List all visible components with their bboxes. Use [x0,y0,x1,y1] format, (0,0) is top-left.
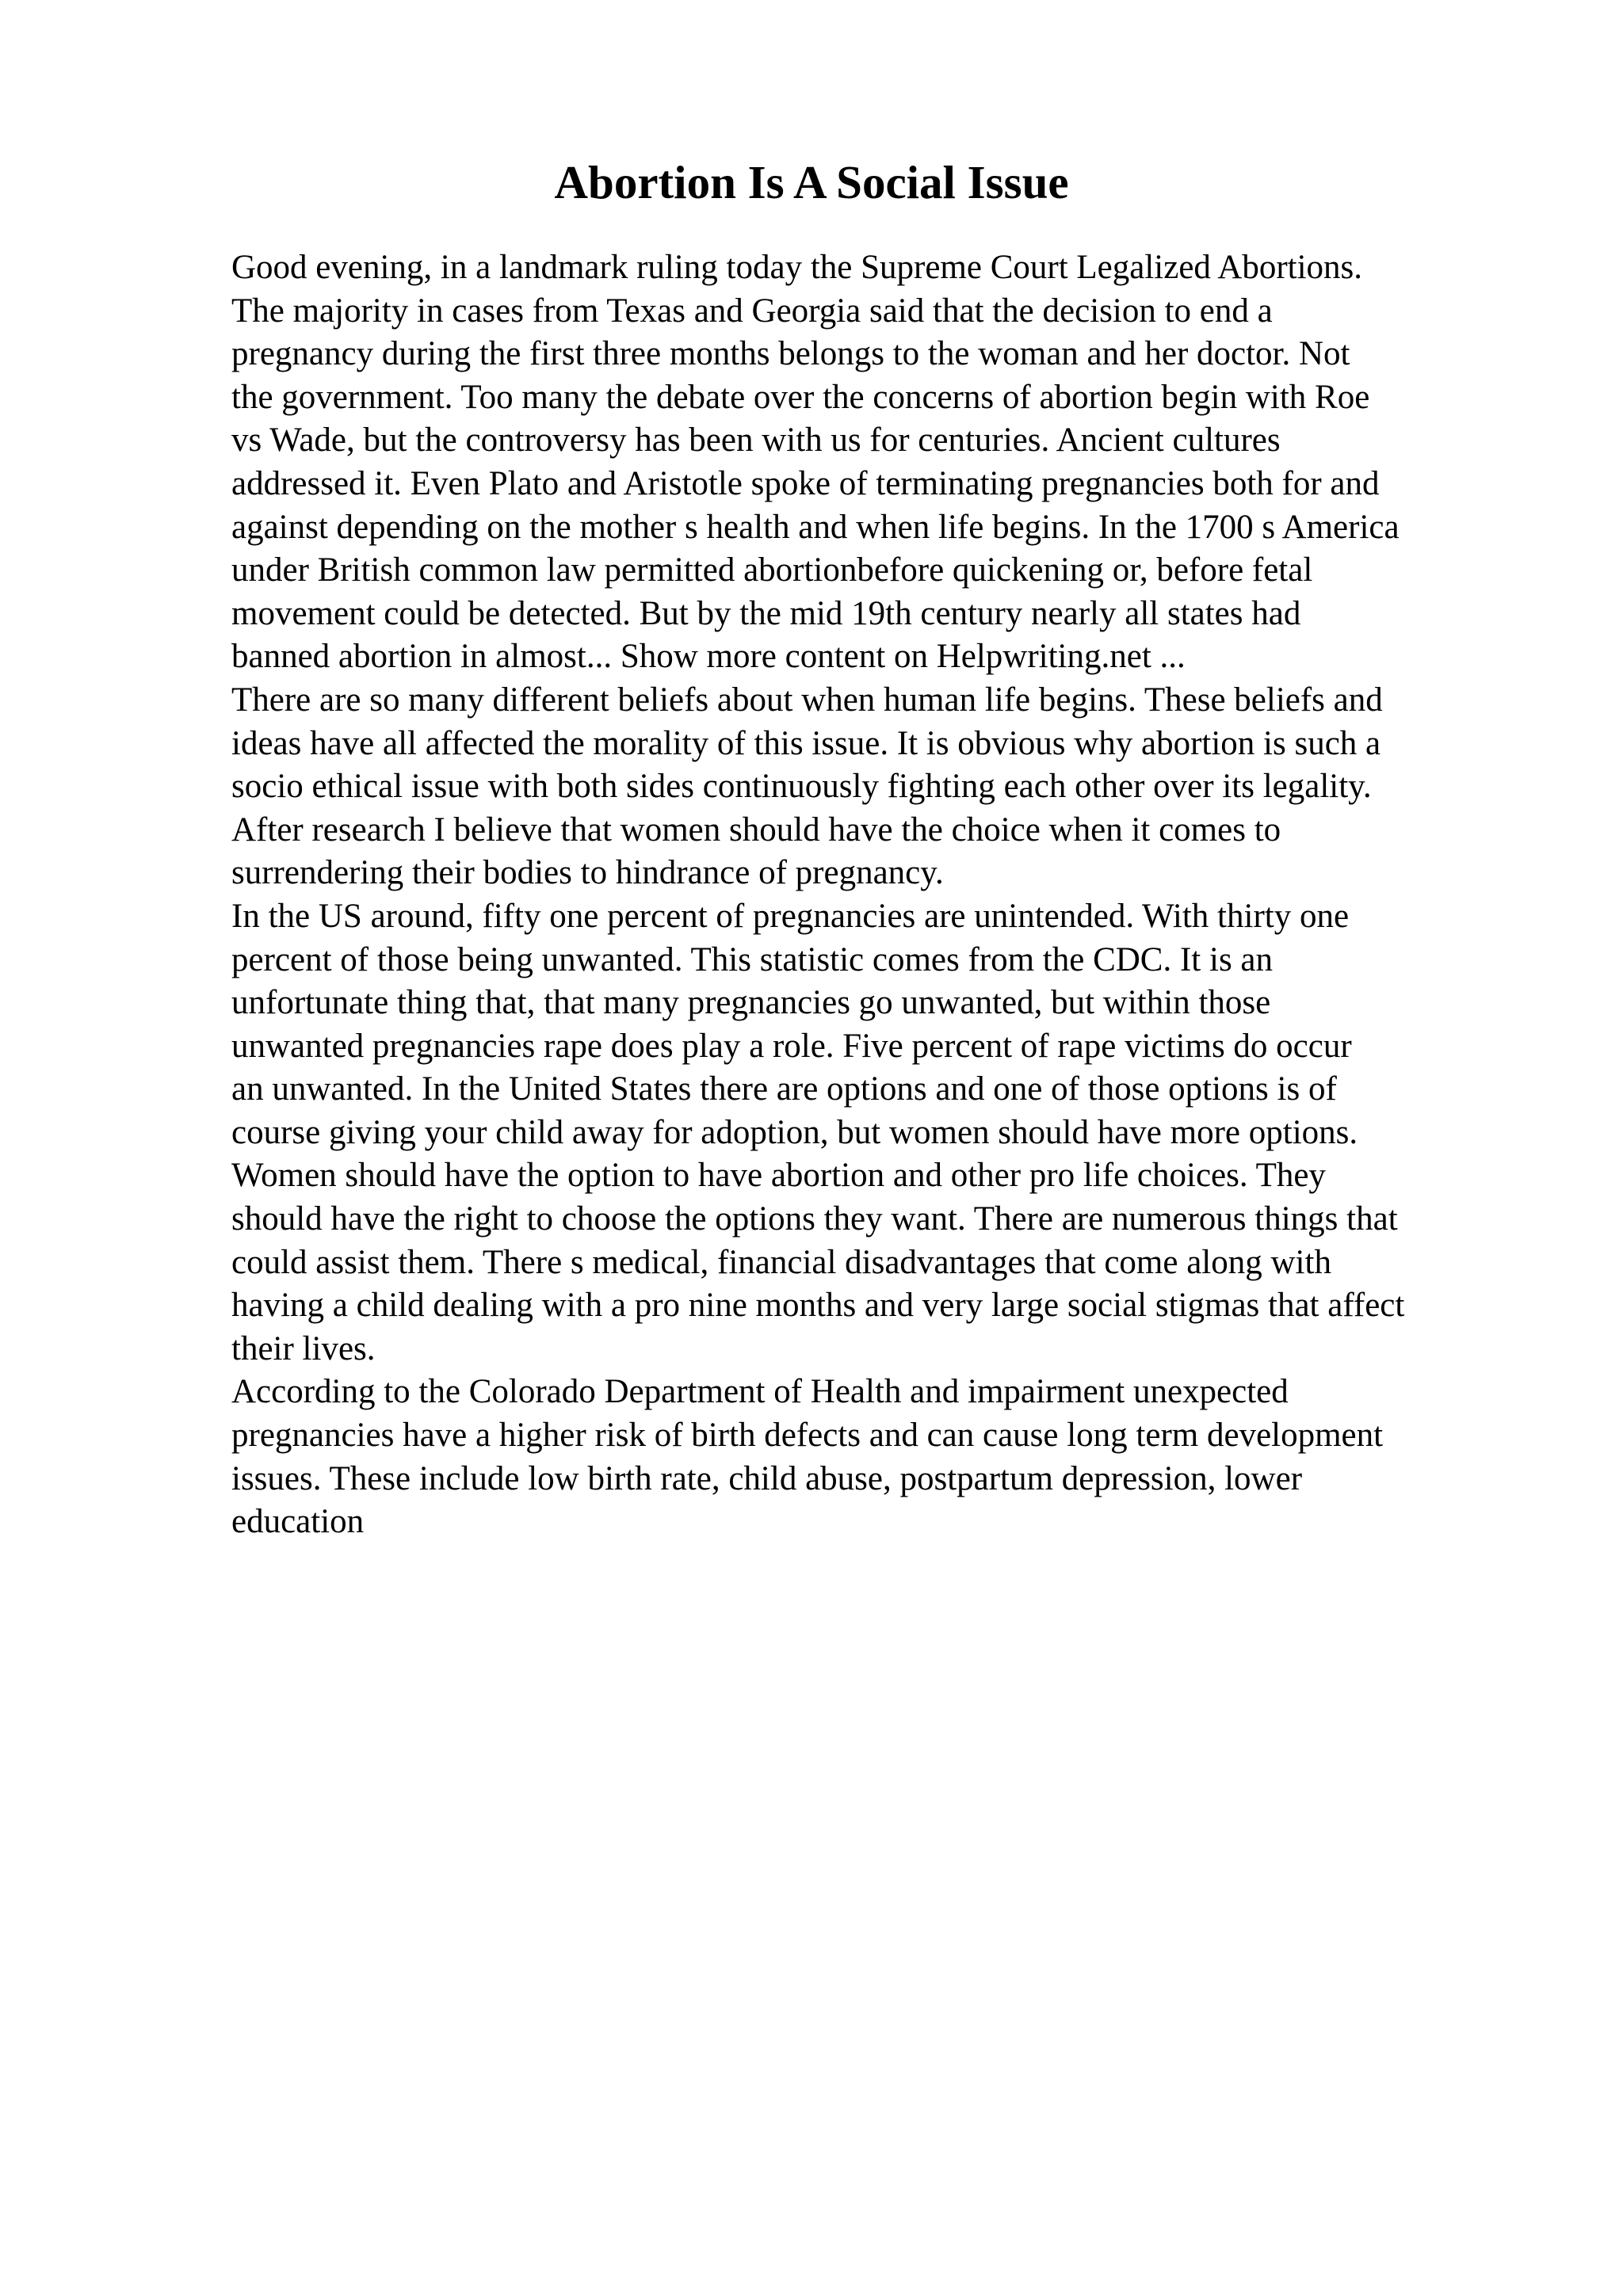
text-line: an unwanted. In the United States there are options and one of those options is of [231,1070,1337,1108]
text-line: According to the Colorado Department of Health and impairment unexpected [231,1373,1289,1411]
text-line: pregnancies have a higher risk of birth defects and can cause long term development [231,1417,1384,1455]
text-line: banned abortion in almost... Show more content on Helpwriting.net ... [231,638,1186,676]
document-body [231,246,1579,1544]
text-line: should have the right to choose the options they want. There are numerous things that [231,1200,1398,1238]
text-line: The majority in cases from Texas and Georgia said that the decision to end a [231,292,1273,330]
text-line: After research I believe that women should have the choice when it comes to [231,810,1281,849]
text-line: unfortunate thing that, that many pregnancies go unwanted, but within those [231,984,1271,1022]
text-line: There are so many different beliefs about when human life begins. These beliefs and [231,681,1383,719]
text-line: their lives. [231,1329,376,1367]
text-line: pregnancy during the first three months belongs to the woman and her doctor. Not [231,335,1350,373]
text-line: In the US around, fifty one percent of pregnancies are unintended. With thirty one [231,897,1350,935]
text-line: having a child dealing with a pro nine months and very large social stigmas that affect [231,1287,1405,1325]
document-title: Abortion Is A Social Issue [554,156,1069,208]
text-line: socio ethical issue with both sides continuously fighting each other over its legality. [231,768,1372,806]
text-line: surrendering their bodies to hindrance of pregnancy. [231,854,944,892]
text-line: unwanted pregnancies rape does play a role. Five percent of rape victims do occur [231,1027,1352,1065]
text-line: ideas have all affected the morality of this issue. It is obvious why abortion is such a [231,724,1381,762]
text-line: movement could be detected. But by the mid 19th century nearly all states had [231,594,1301,632]
text-line: Women should have the option to have abortion and other pro life choices. They [231,1157,1326,1195]
text-line: the government. Too many the debate over the concerns of abortion begin with Roe [231,378,1370,416]
text-line: vs Wade, but the controversy has been with us for centuries. Ancient cultures [231,421,1281,460]
text-line: issues. These include low birth rate, child abuse, postpartum depression, lower [231,1459,1303,1497]
text-line: percent of those being unwanted. This statistic comes from the CDC. It is an [231,940,1274,978]
text-line: addressed it. Even Plato and Aristotle spoke of terminating pregnancies both for and [231,464,1380,502]
text-line: education [231,1503,365,1541]
text-line: could assist them. There s medical, financial disadvantages that come along with [231,1243,1331,1281]
text-line: course giving your child away for adoption, but women should have more options. [231,1113,1358,1151]
text-line: under British common law permitted abortionbefore quickening or, before fetal [231,551,1313,589]
text-line: against depending on the mother s health and when life begins. In the 1700 s America [231,508,1400,546]
text-line: Good evening, in a landmark ruling today the Supreme Court Legalized Abortions. [231,249,1363,286]
